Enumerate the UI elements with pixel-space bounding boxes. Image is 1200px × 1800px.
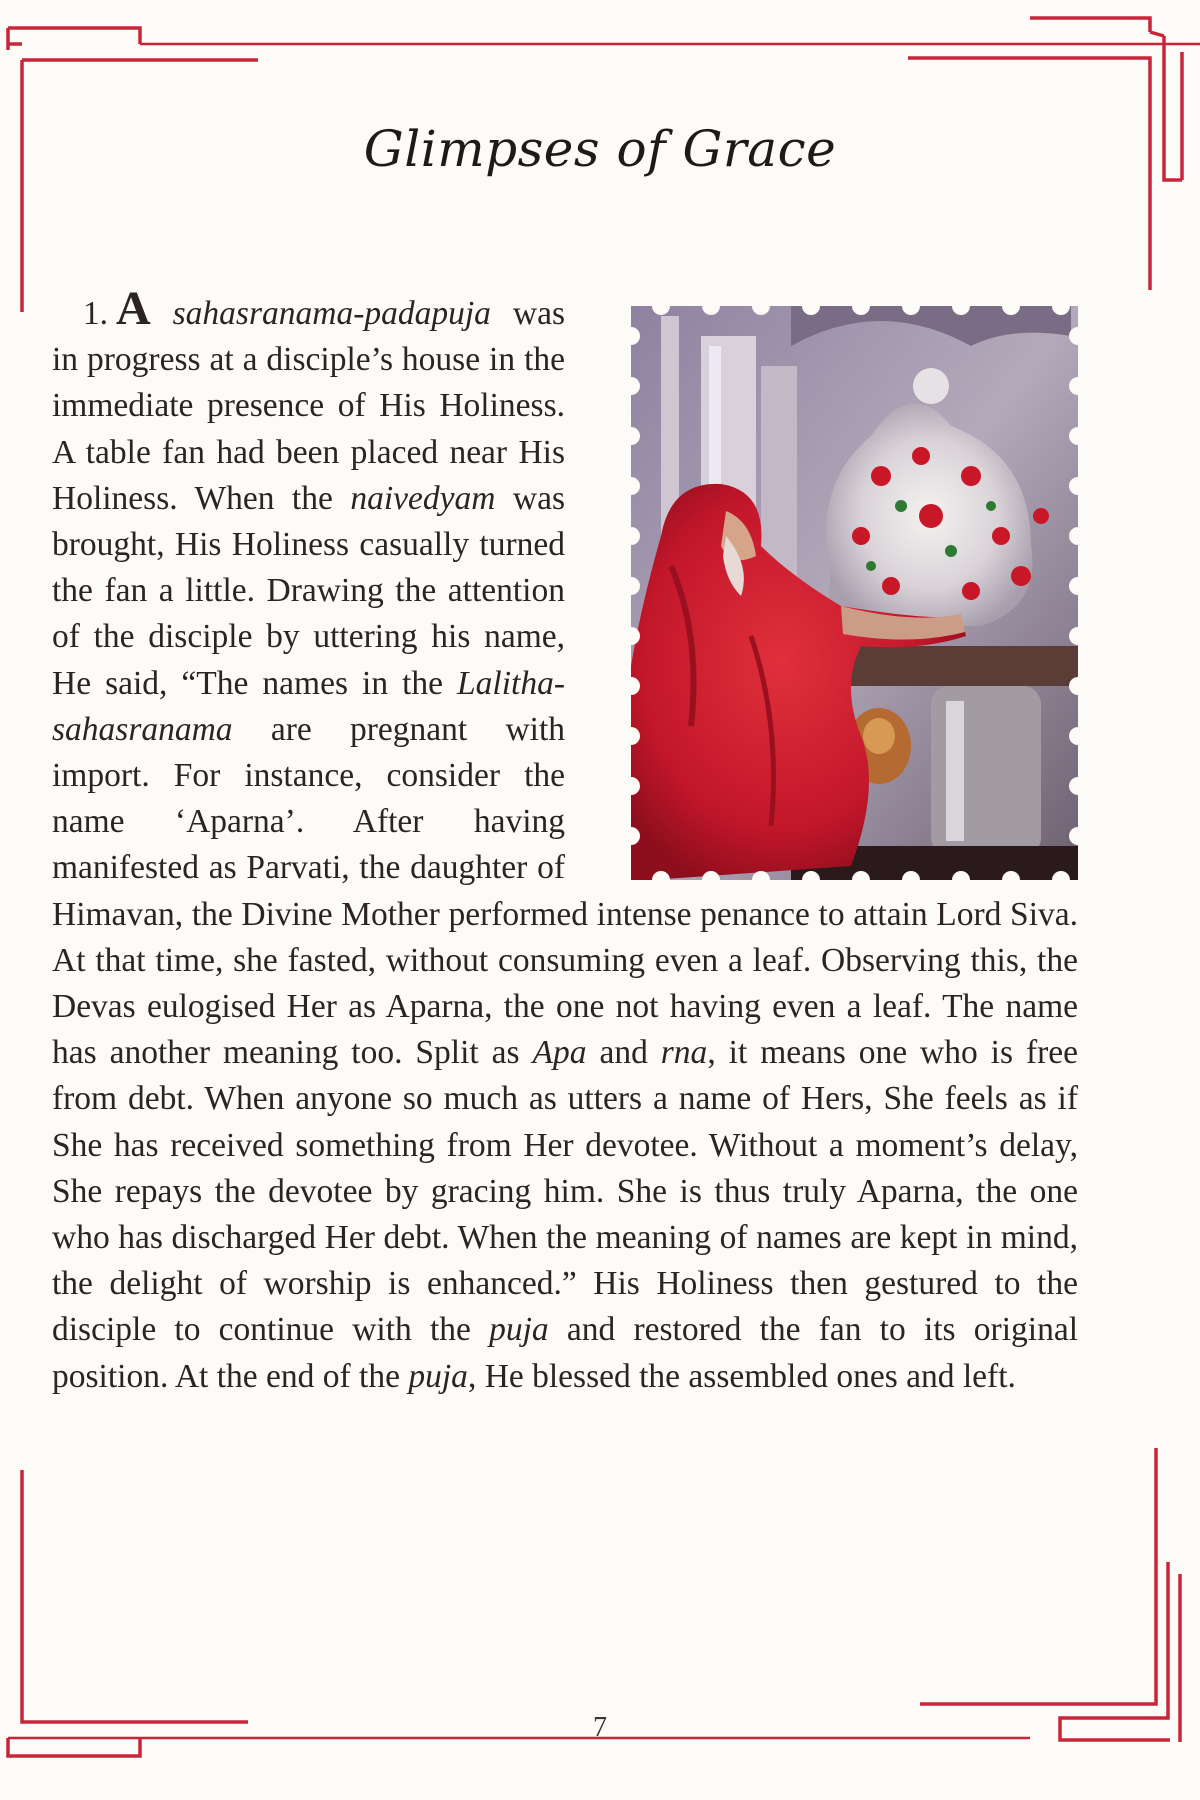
text-segment-2: was in progress at a disciple’s house in the immediate presence of His Holiness. A table fan had been placed near His Holiness. When the: [52, 295, 565, 517]
text-italic-13: puja: [408, 1357, 468, 1395]
text-segment-12: and restored the fan to its original position. At the end of the: [52, 1311, 1078, 1395]
text-segment-8: and: [586, 1034, 661, 1072]
text-italic-3: naivedyam: [350, 479, 496, 517]
text-italic-7: Apa: [532, 1034, 587, 1072]
text-segment-4: was brought, His Holiness casually turned the fan a little. Drawing the attention of the disciple by uttering his name, He said, “The names in the: [52, 479, 565, 702]
story-paragraph: [52, 282, 1079, 1400]
text-segment-10: , it means one who is free from debt. When anyone so much as utters a name of Hers, She feels as if She has received something from Her devotee. Without a moment’s delay, She repays the devotee by gracing him. She is thus truly Aparna, the one who has discharged Her debt. When the meaning of names are kept in mind, the delight of worship is enhanced.” His Holiness then gestured to the disciple to continue with the: [52, 1034, 1079, 1349]
text-segment-14: , He blessed the assembled ones and left.: [467, 1357, 1016, 1395]
text-italic-9: rna: [660, 1034, 708, 1072]
photo-of-swami-at-shrine-icon: [631, 306, 1078, 880]
page-title: Glimpses of Grace: [363, 120, 837, 178]
text-segment-6: are pregnant with import. For instance, consider the name ‘Aparna’. After having manifested as Parvati, the daughter of Himavan, the Divine Mother performed intense penance to attain Lord Siva. At that time, she fasted, without consuming even a leaf. Observing this, the Devas eulogised Her as Aparna, the one not having even a leaf. The name has another meaning too. Split as: [52, 710, 1078, 1072]
item-number: 1.: [82, 295, 108, 332]
text-italic-11: puja: [489, 1311, 549, 1349]
drop-cap: A: [116, 282, 151, 335]
photo-frame: [623, 298, 1078, 890]
page-number: 7: [593, 1712, 607, 1743]
text-italic-5: Lalitha-sahasranama: [52, 664, 565, 748]
text-italic-1: sahasranama-padapuja: [172, 295, 491, 332]
